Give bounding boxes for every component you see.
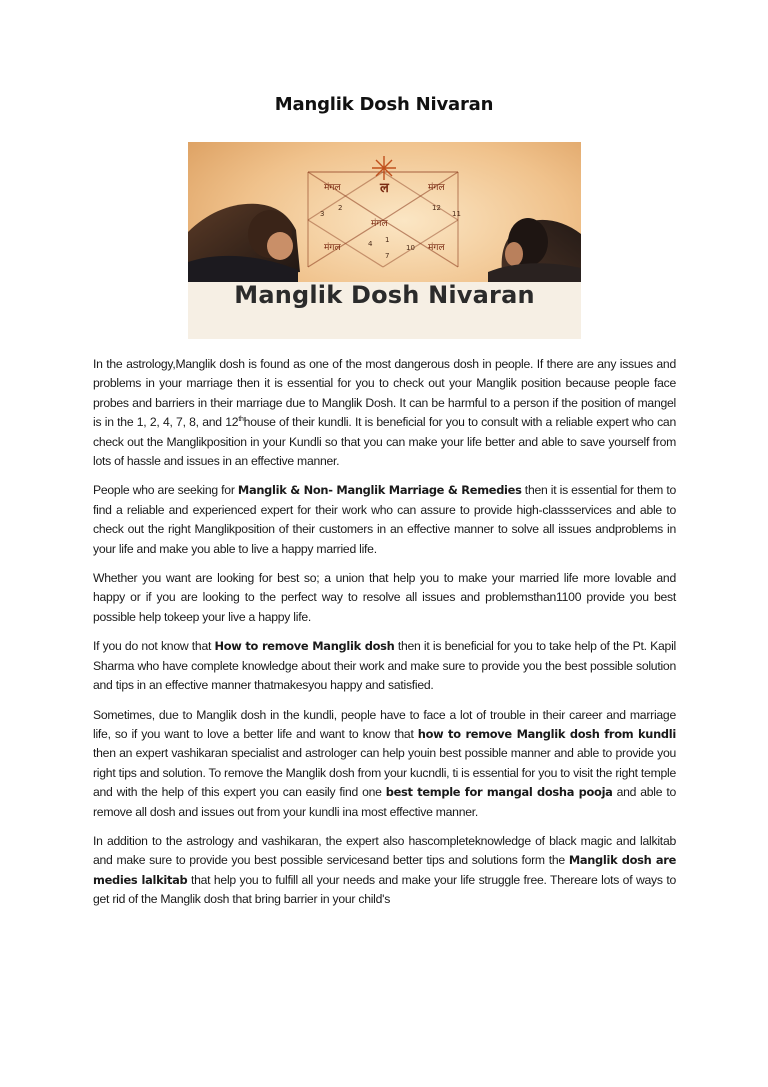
chart-label-mangal-5: मंगल	[428, 243, 445, 253]
article-body	[93, 355, 676, 920]
paragraph-text: In the astrology,Manglik dosh is found as one of the most dangerous dosh in people. If there are any issues and problems in your marriage then it is essential for you to check out your Manglik position because people face probes and barriers in their marriage due to Manglik Dosh. It can be harmful to a person if the position of mangel is in the 1, 2, 4, 7, 8, and 12	[93, 357, 676, 430]
hero-caption: Manglik Dosh Nivaran	[234, 281, 535, 309]
chart-label-mangal-2: मंगल	[428, 183, 445, 193]
chart-number: 3	[320, 210, 325, 218]
paragraph	[93, 481, 676, 559]
paragraph-text: then it is essential for them to find a reliable and experienced expert for their work who can assure to provide high-classservices and able to check out the right Manglikposition of their customers in an effective manner to solve all issues andproblems in your life and make you able to live a happy married life.	[93, 483, 676, 556]
chart-number: 12	[432, 204, 441, 212]
keyword-text: How to remove Manglik dosh	[214, 639, 395, 654]
page-title: Manglik Dosh Nivaran	[274, 94, 494, 115]
paragraph-text: house of their kundli. It is beneficial for you to consult with a reliable expert who can check out the Manglikposition in your Kundli so that you can make your life better and able to save yourself from lots of hassle and issues in an effective manner.	[93, 415, 676, 469]
chart-label-mangal-4: मंगल	[324, 243, 341, 253]
paragraph-text: Whether you want are looking for best so; a union that help you to make your married life more lovable and happy or if you are looking to the perfect way to resolve all issues and problemsthan1100 provide you best possible help tokeep your live a happy life.	[93, 571, 676, 624]
paragraph	[93, 355, 676, 471]
paragraph	[93, 706, 676, 822]
paragraph-text: then an expert vashikaran specialist and astrologer can help youin best possible manner and able to provide you right tips and solution. To remove the Manglik dosh from your kucndli, ti is essential for you to visit the right temple and with the help of this expert you can easily find one	[93, 746, 676, 800]
superscript-text: th	[238, 416, 244, 424]
keyword-text: how to remove Manglik dosh from kundli	[417, 726, 676, 741]
chart-number: 11	[452, 210, 461, 218]
chart-number: 4	[368, 240, 373, 248]
keyword-text: Manglik dosh are medies lalkitab	[93, 853, 677, 887]
paragraph-text: If you do not know that	[93, 639, 215, 654]
chart-number: 1	[385, 236, 390, 244]
paragraph-text: and able to remove all dosh and issues out from your kundli ina most effective manner.	[93, 785, 676, 819]
paragraph	[93, 832, 676, 910]
paragraph	[93, 637, 676, 695]
paragraph-text: In addition to the astrology and vashikaran, the expert also hascompleteknowledge of black magic and lalkitab and make sure to provide you best possible servicesand better tips and solutions form the	[93, 833, 676, 868]
chart-number: 2	[338, 204, 343, 212]
chart-label-mangal-1: मंगल	[324, 183, 341, 193]
paragraph-text: People who are seeking for	[93, 483, 238, 498]
paragraph-text: then it is beneficial for you to take help of the Pt. Kapil Sharma who have complete knowledge about their work and make sure to provide you the best possible solution and tips in an effective manner thatmakesyou happy and satisfied.	[93, 639, 676, 693]
chart-label-top: ल	[380, 181, 389, 196]
paragraph-text: Sometimes, due to Manglik dosh in the kundli, people have to face a lot of trouble in their career and marriage life, so if you want to love a better life and want to know that	[93, 707, 676, 741]
keyword-text: Manglik & Non- Manglik Marriage & Remedies	[237, 483, 522, 498]
paragraph	[93, 569, 676, 627]
chart-number: 7	[385, 252, 390, 260]
paragraph-text: that help you to fulfill all your needs and make your life struggle free. Thereare lots of ways to get rid of the Manglik dosh that bring barrier in your child's	[93, 872, 676, 907]
hero-image	[188, 142, 581, 339]
keyword-text: best temple for mangal dosha pooja	[385, 785, 613, 800]
chart-number: 10	[406, 244, 415, 252]
chart-label-mangal-3: मंगल	[371, 219, 388, 229]
